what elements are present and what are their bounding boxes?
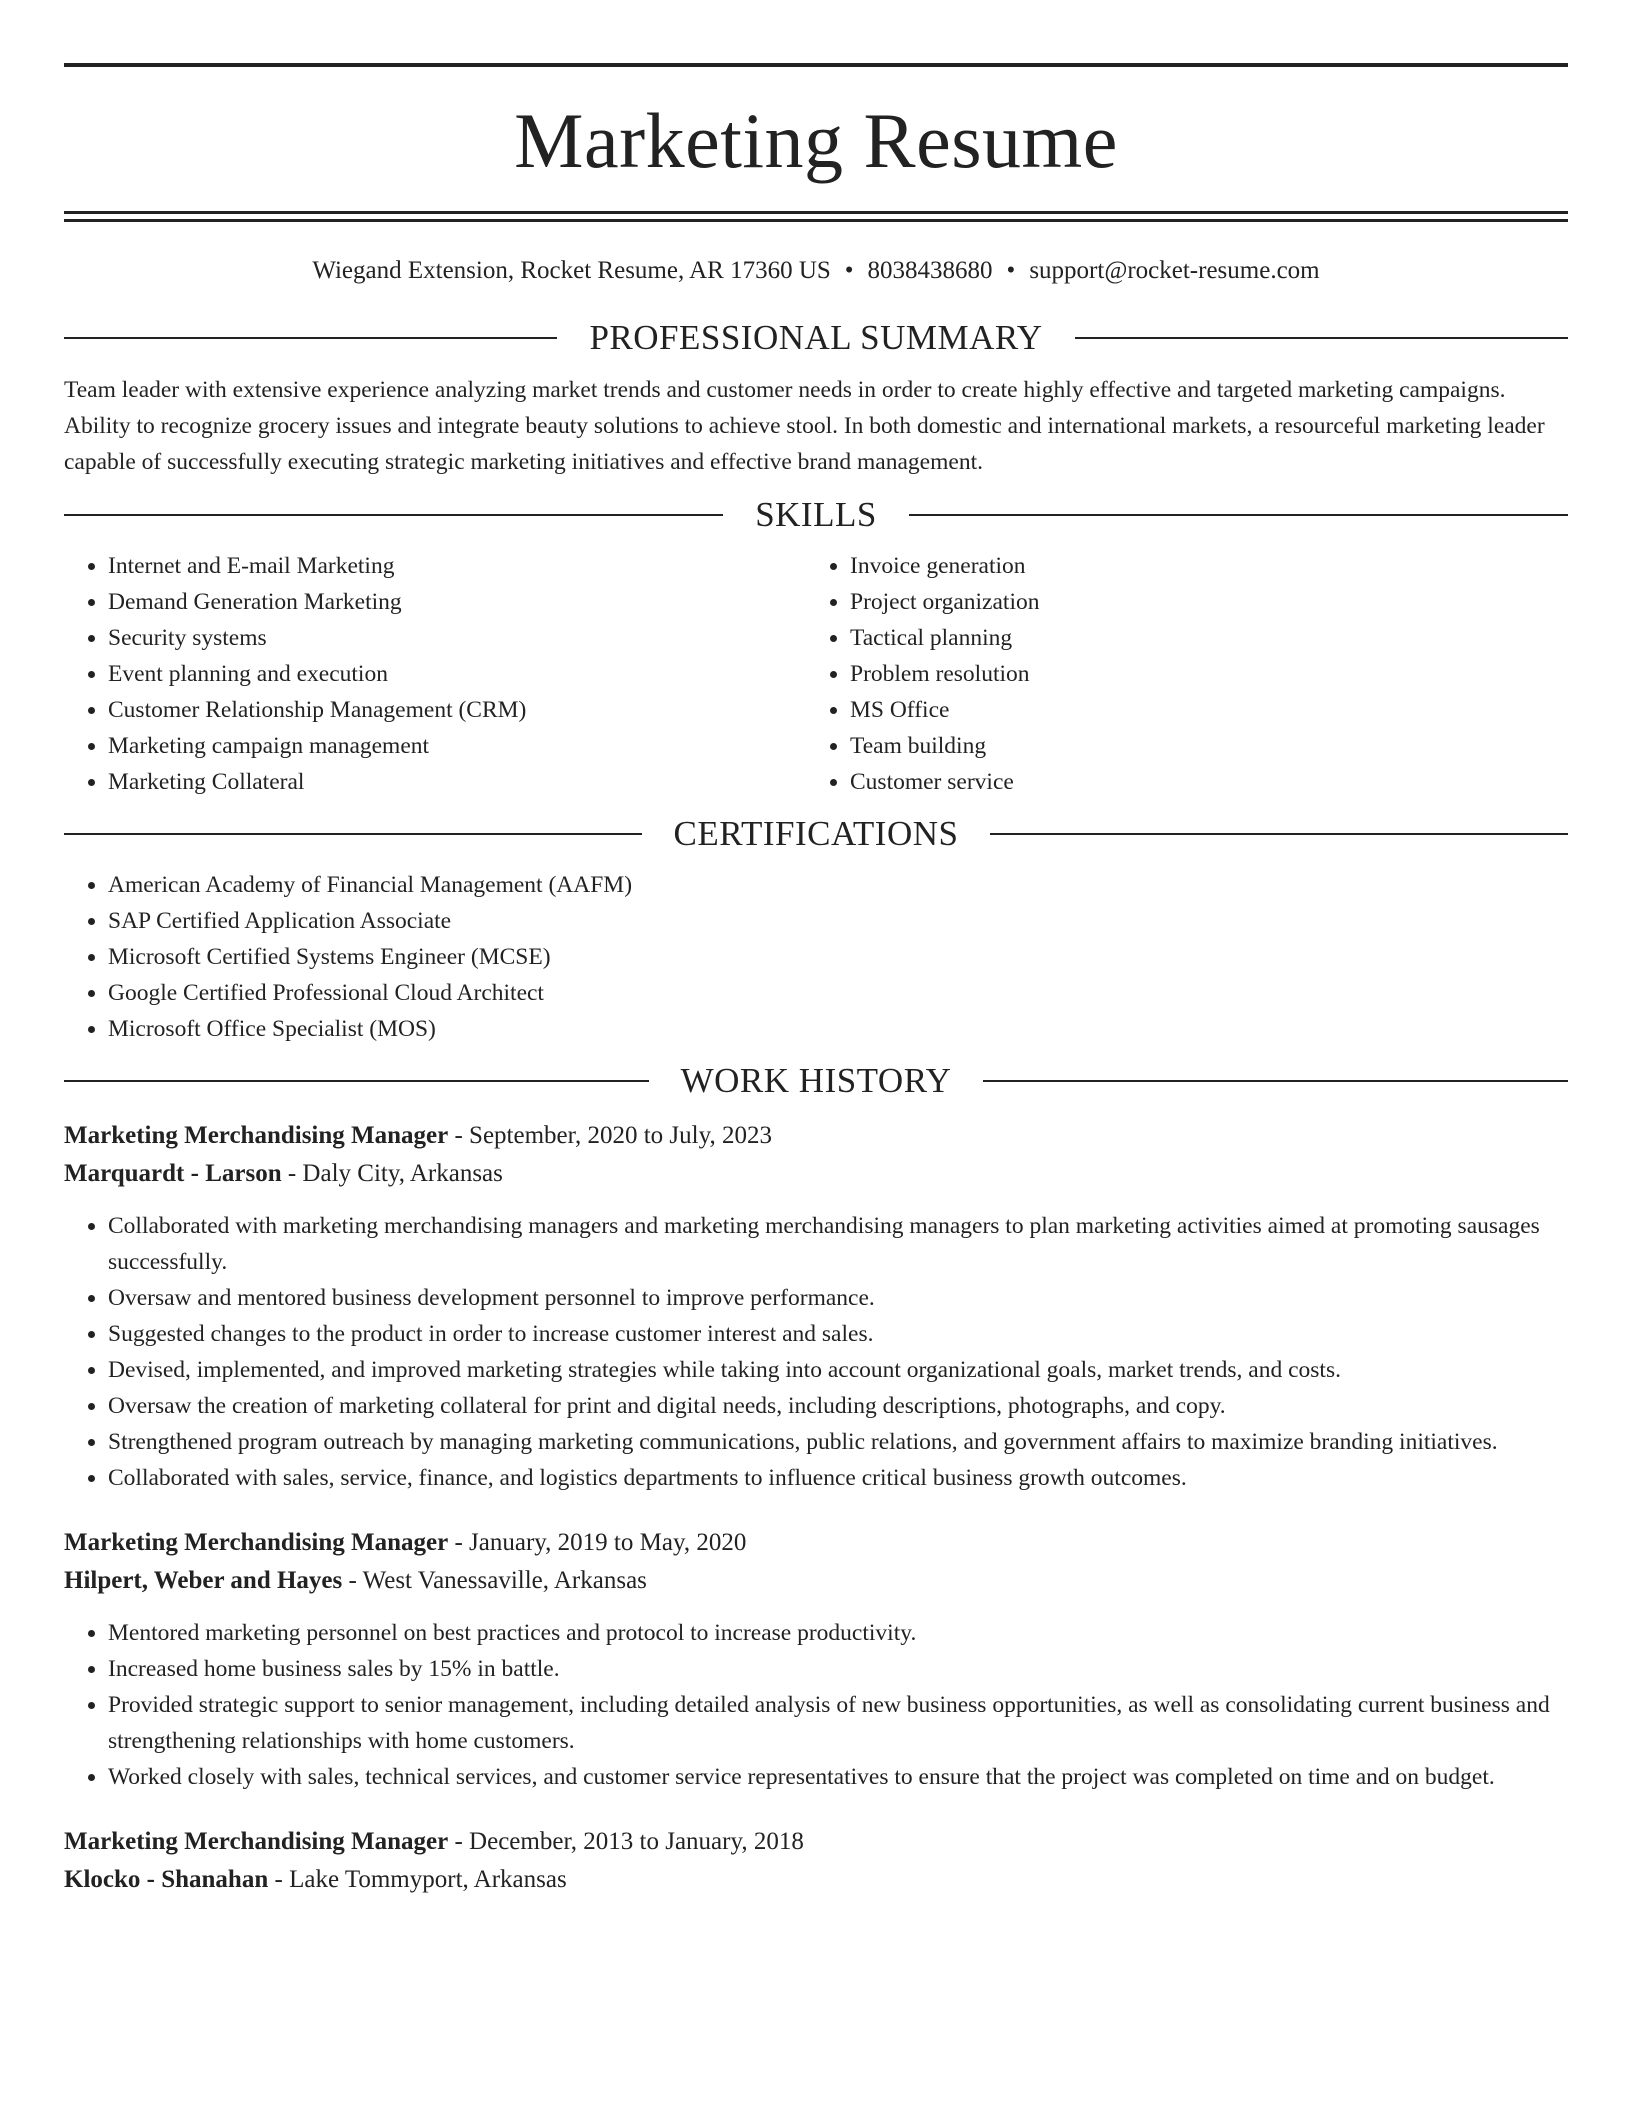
job-company-line (64, 1861, 1568, 1899)
contact-separator: • (844, 257, 854, 284)
job-company: Marquardt - Larson (64, 1160, 282, 1187)
certifications-list (64, 867, 1568, 1047)
job-entry (64, 1823, 1568, 1899)
list-item: • Microsoft Certified Systems Engineer (MCSE) (108, 939, 1568, 975)
job-title-line (64, 1823, 1568, 1861)
job-entry (64, 1524, 1568, 1795)
skills-column-left (64, 548, 806, 800)
resume-title: Marketing Resume (514, 97, 1118, 184)
heading-rule (983, 1080, 1568, 1082)
list-item: • Project organization (850, 584, 1548, 620)
list-item: • Internet and E-mail Marketing (108, 548, 806, 584)
job-title: Marketing Merchandising Manager (64, 1828, 449, 1855)
section-heading-skills (64, 493, 1568, 537)
list-item: • Team building (850, 728, 1548, 764)
contact-separator: • (1006, 257, 1016, 284)
list-item: • Demand Generation Marketing (108, 584, 806, 620)
job-bullets (64, 1615, 1568, 1795)
job-location: - West Vanessaville, Arkansas (342, 1567, 647, 1594)
list-item: • Collaborated with marketing merchandising managers and marketing merchandising managers to plan marketing activities aimed at promoting sausages successfully. (108, 1208, 1568, 1280)
list-item: • Oversaw and mentored business development personnel to improve performance. (108, 1280, 1568, 1316)
heading-rule (64, 833, 642, 835)
job-title-line (64, 1524, 1568, 1562)
list-item: • Suggested changes to the product in order to increase customer interest and sales. (108, 1316, 1568, 1352)
title-double-rule (64, 211, 1568, 222)
job-company: Klocko - Shanahan (64, 1866, 269, 1893)
skills-list (64, 548, 1568, 800)
section-heading-certifications (64, 812, 1568, 856)
list-item: • Worked closely with sales, technical services, and customer service representatives to ensure that the project was completed on time and on budget. (108, 1759, 1568, 1795)
summary-text: Team leader with extensive experience analyzing market trends and customer needs in order to create highly effective and targeted marketing campaigns. Ability to recognize grocery issues and integrate beauty solutions to achieve stool. In both domestic and international markets, a resourceful marketing leader capable of successfully executing strategic marketing initiatives and effective brand management. (64, 377, 1545, 475)
job-company-line (64, 1155, 1568, 1193)
list-item: • Event planning and execution (108, 656, 806, 692)
list-item: • Marketing Collateral (108, 764, 806, 800)
list-item: • Increased home business sales by 15% in battle. (108, 1651, 1568, 1687)
contact-phone: 8038438680 (867, 257, 993, 284)
list-item: • Devised, implemented, and improved marketing strategies while taking into account organizational goals, market trends, and costs. (108, 1352, 1568, 1388)
list-item: • Collaborated with sales, service, finance, and logistics departments to influence critical business growth outcomes. (108, 1460, 1568, 1496)
top-rule (64, 63, 1568, 67)
list-item: • American Academy of Financial Management (AAFM) (108, 867, 1568, 903)
section-heading-label: CERTIFICATIONS (673, 814, 959, 853)
job-dates: - January, 2019 to May, 2020 (448, 1529, 747, 1556)
list-item: • Strengthened program outreach by managing marketing communications, public relations, and government affairs to maximize branding initiatives. (108, 1424, 1568, 1460)
job-company-line (64, 1562, 1568, 1600)
job-company: Hilpert, Weber and Hayes (64, 1567, 343, 1594)
contact-address: Wiegand Extension, Rocket Resume, AR 17360 US (312, 257, 831, 284)
section-heading-label: WORK HISTORY (680, 1061, 952, 1100)
job-location: - Lake Tommyport, Arkansas (268, 1866, 567, 1893)
job-entry (64, 1117, 1568, 1496)
list-item: • Mentored marketing personnel on best practices and protocol to increase productivity. (108, 1615, 1568, 1651)
list-item: • SAP Certified Application Associate (108, 903, 1568, 939)
list-item: • Customer service (850, 764, 1548, 800)
list-item: • Provided strategic support to senior management, including detailed analysis of new business opportunities, as well as consolidating current business and strengthening relationships with home customers. (108, 1687, 1568, 1759)
job-dates: - December, 2013 to January, 2018 (448, 1828, 804, 1855)
list-item: • Google Certified Professional Cloud Architect (108, 975, 1568, 1011)
contact-line (64, 256, 1568, 286)
heading-rule (990, 833, 1568, 835)
job-location: - Daly City, Arkansas (281, 1160, 503, 1187)
job-title: Marketing Merchandising Manager (64, 1122, 449, 1149)
section-heading-summary (64, 316, 1568, 360)
job-bullets (64, 1208, 1568, 1496)
list-item: • MS Office (850, 692, 1548, 728)
heading-rule (64, 337, 557, 339)
heading-rule (64, 1080, 649, 1082)
job-title: Marketing Merchandising Manager (64, 1529, 449, 1556)
list-item: • Security systems (108, 620, 806, 656)
contact-email: support@rocket-resume.com (1029, 257, 1320, 284)
skills-column-right (806, 548, 1548, 800)
section-heading-label: PROFESSIONAL SUMMARY (589, 318, 1043, 357)
list-item: • Oversaw the creation of marketing collateral for print and digital needs, including descriptions, photographs, and copy. (108, 1388, 1568, 1424)
job-dates: - September, 2020 to July, 2023 (448, 1122, 772, 1149)
heading-rule (909, 514, 1568, 516)
skills-left-list (64, 548, 806, 800)
section-heading-label: SKILLS (755, 495, 877, 534)
heading-rule (1075, 337, 1568, 339)
list-item: • Tactical planning (850, 620, 1548, 656)
list-item: • Microsoft Office Specialist (MOS) (108, 1011, 1568, 1047)
list-item: • Customer Relationship Management (CRM) (108, 692, 806, 728)
resume-page (64, 0, 1568, 1899)
list-item: • Invoice generation (850, 548, 1548, 584)
list-item: • Problem resolution (850, 656, 1548, 692)
list-item: • Marketing campaign management (108, 728, 806, 764)
section-heading-work-history (64, 1059, 1568, 1103)
work-history-list (64, 1117, 1568, 1899)
skills-right-list (806, 548, 1548, 800)
job-title-line (64, 1117, 1568, 1155)
heading-rule (64, 514, 723, 516)
